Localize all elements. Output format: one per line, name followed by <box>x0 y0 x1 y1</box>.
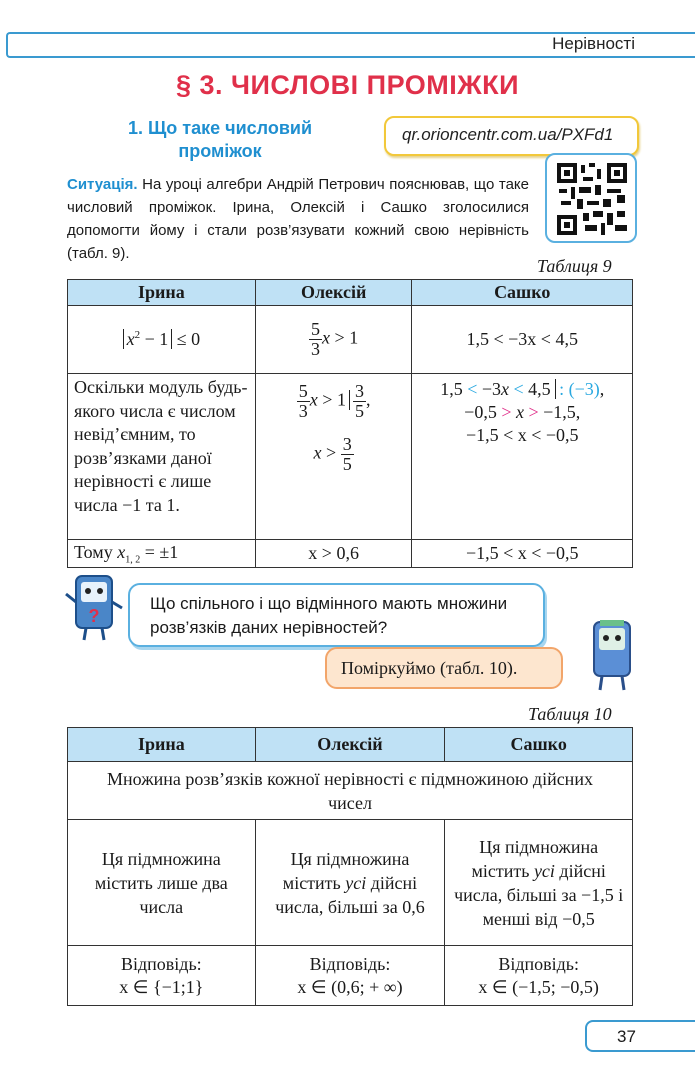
qr-link[interactable]: qr.orioncentr.com.ua/PXFd1 <box>402 125 614 144</box>
table9-row-result <box>68 540 633 568</box>
oleksiy-answer-value: x ∈ (0,6; + ∞) <box>297 976 403 997</box>
page-number: 37 <box>585 1020 695 1052</box>
sashko-answer <box>445 946 633 1006</box>
sashko-answer-value: x ∈ (−1,5; −0,5) <box>478 976 599 997</box>
common-statement: Множина розв’язків кожної нерівності є підмножиною дійсних чисел <box>68 762 633 820</box>
situation-paragraph <box>67 173 529 265</box>
header-title: Нерівності <box>552 34 635 53</box>
table-10 <box>67 727 633 1006</box>
table9-header: Сашко <box>412 280 633 306</box>
sashko-result: −1,5 < x < −0,5 <box>412 540 633 568</box>
irina-answer <box>68 946 256 1006</box>
subsection-line2: проміжок <box>178 141 262 161</box>
table-9 <box>67 279 633 568</box>
sashko-desc-em: усі <box>533 860 555 881</box>
irina-result-label: Тому <box>74 541 113 562</box>
answer-bubble: Поміркуймо (табл. 10). <box>325 647 563 689</box>
table10-caption: Таблиця 10 <box>528 704 612 724</box>
table10-header: Олексій <box>255 728 445 762</box>
oleksiy-desc-pre: Ця підмножина містить <box>282 848 410 893</box>
sashko-step3: −1,5 < x < −0,5 <box>465 425 579 445</box>
irina-explanation: Оскільки модуль будь-якого числа є числом невід’ємним, то розв’язками даної нерівності є лише числа −1 та 1. <box>68 374 256 540</box>
oleksiy-inequality: $\frac{5}{3}$ x > 1 <box>255 306 412 374</box>
answer-label: Відповідь: <box>498 953 579 974</box>
situation-text: На уроці алгебри Андрій Петрович пояснював, що таке числовий проміжок. Ірина, Олексій і Сашко зголосилися допомогти йому і стали розв’язувати кожний свою нерівність (табл. 9). <box>67 176 529 262</box>
sashko-desc-post: дійсні числа, більші за −1,5 і менші від −0,5 <box>454 860 624 929</box>
answer-label: Відповідь: <box>121 953 202 974</box>
oleksiy-desc-post: дійсні числа, більші за 0,6 <box>275 872 425 917</box>
table10-header-row <box>68 728 633 762</box>
svg-text:?: ? <box>88 606 100 626</box>
table10-row-common <box>68 762 633 820</box>
table9-caption: Таблиця 9 <box>537 256 612 276</box>
question-bubble: Що спільного і що відмінного мають множини розв’язків даних нерівностей? <box>128 583 545 647</box>
section-title: § 3. ЧИСЛОВІ ПРОМІЖКИ <box>175 70 520 100</box>
robot-question-icon <box>62 572 126 644</box>
sashko-inequality: 1,5 < −3x < 4,5 <box>412 306 633 374</box>
irina-description: Ця підмножина містить лише два числа <box>68 820 256 946</box>
answer-label: Відповідь: <box>309 953 391 974</box>
running-header <box>0 28 695 60</box>
table9-header-row <box>68 280 633 306</box>
irina-result: Тому $x_{1, 2} = \pm 1$ <box>68 540 256 568</box>
table9-row-solution <box>68 374 633 540</box>
situation-label: Ситуація. <box>67 176 138 193</box>
oleksiy-answer <box>255 946 445 1006</box>
irina-result-value: = ±1 <box>144 541 179 562</box>
irina-answer-value: x ∈ {−1;1} <box>119 976 204 997</box>
qr-link-box[interactable] <box>384 116 639 156</box>
table9-row-inequalities <box>68 306 633 374</box>
oleksiy-result: x > 0,6 <box>255 540 412 568</box>
irina-inequality: $x^2 - 1 \le 0$ <box>68 306 256 374</box>
sashko-desc-pre: Ця підмножина містить <box>471 836 599 881</box>
sashko-solution: 1,5 < −3x < 4,5 : (−3), −0,5 > x > −1,5, −1,5 < x < −0,5 <box>412 374 633 540</box>
table10-header: Сашко <box>445 728 633 762</box>
table10-header: Ірина <box>68 728 256 762</box>
table10-row-answer <box>68 946 633 1006</box>
oleksiy-solution: $\frac{5}{3}$ x > 1 $\frac{3}{5}$ , x > $\frac{3}{5}$ <box>255 374 412 540</box>
robot-thinking-icon <box>582 618 642 694</box>
subsection-title <box>100 117 340 163</box>
table9-header: Олексій <box>255 280 412 306</box>
qr-code-icon <box>557 163 627 235</box>
sashko-description <box>445 820 633 946</box>
table9-header: Ірина <box>68 280 256 306</box>
subsection-line1: 1. Що таке числовий <box>127 118 313 138</box>
oleksiy-description <box>255 820 445 946</box>
oleksiy-desc-em: усі <box>345 872 367 893</box>
qr-code <box>545 153 637 243</box>
table10-row-description <box>68 820 633 946</box>
